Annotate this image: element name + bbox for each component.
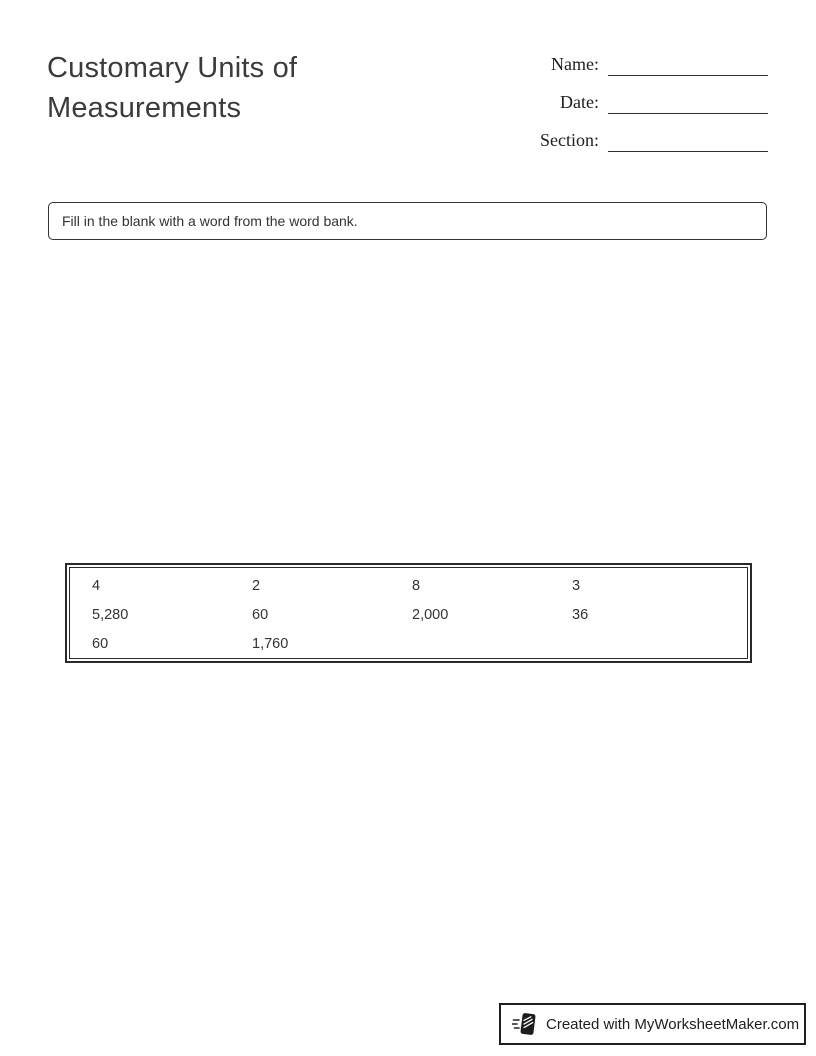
word-bank-item: 5,280 — [92, 606, 129, 623]
instructions-box — [48, 202, 767, 240]
date-field-row — [540, 88, 768, 114]
word-bank-item: 60 — [92, 635, 109, 652]
name-label: Name: — [551, 54, 599, 74]
word-bank-item: 8 — [412, 577, 421, 594]
word-bank-item: 2,000 — [412, 606, 449, 623]
instructions-text: Fill in the blank with a word from the word bank. — [62, 213, 358, 229]
word-bank-item: 4 — [92, 577, 101, 594]
worksheetmaker-logo-icon — [512, 1011, 538, 1037]
date-blank-line[interactable] — [608, 88, 768, 114]
word-bank — [65, 563, 752, 663]
student-info-fields — [540, 50, 768, 164]
word-bank-grid — [92, 571, 747, 658]
name-blank-line[interactable] — [608, 50, 768, 76]
word-bank-item: 60 — [252, 606, 269, 623]
credit-box[interactable] — [499, 1003, 806, 1045]
section-blank-line[interactable] — [608, 126, 768, 152]
page-title: Customary Units of Measurements — [47, 52, 298, 124]
name-field-row — [540, 50, 768, 76]
section-label: Section: — [540, 130, 599, 150]
credit-text: Created with MyWorksheetMaker.com — [546, 1015, 800, 1033]
word-bank-item: 2 — [252, 577, 261, 594]
word-bank-item: 36 — [572, 606, 589, 623]
word-bank-item: 1,760 — [252, 635, 289, 652]
word-bank-item: 3 — [572, 577, 581, 594]
date-label: Date: — [560, 92, 599, 112]
word-bank-inner-border — [69, 567, 748, 659]
section-field-row — [540, 126, 768, 152]
